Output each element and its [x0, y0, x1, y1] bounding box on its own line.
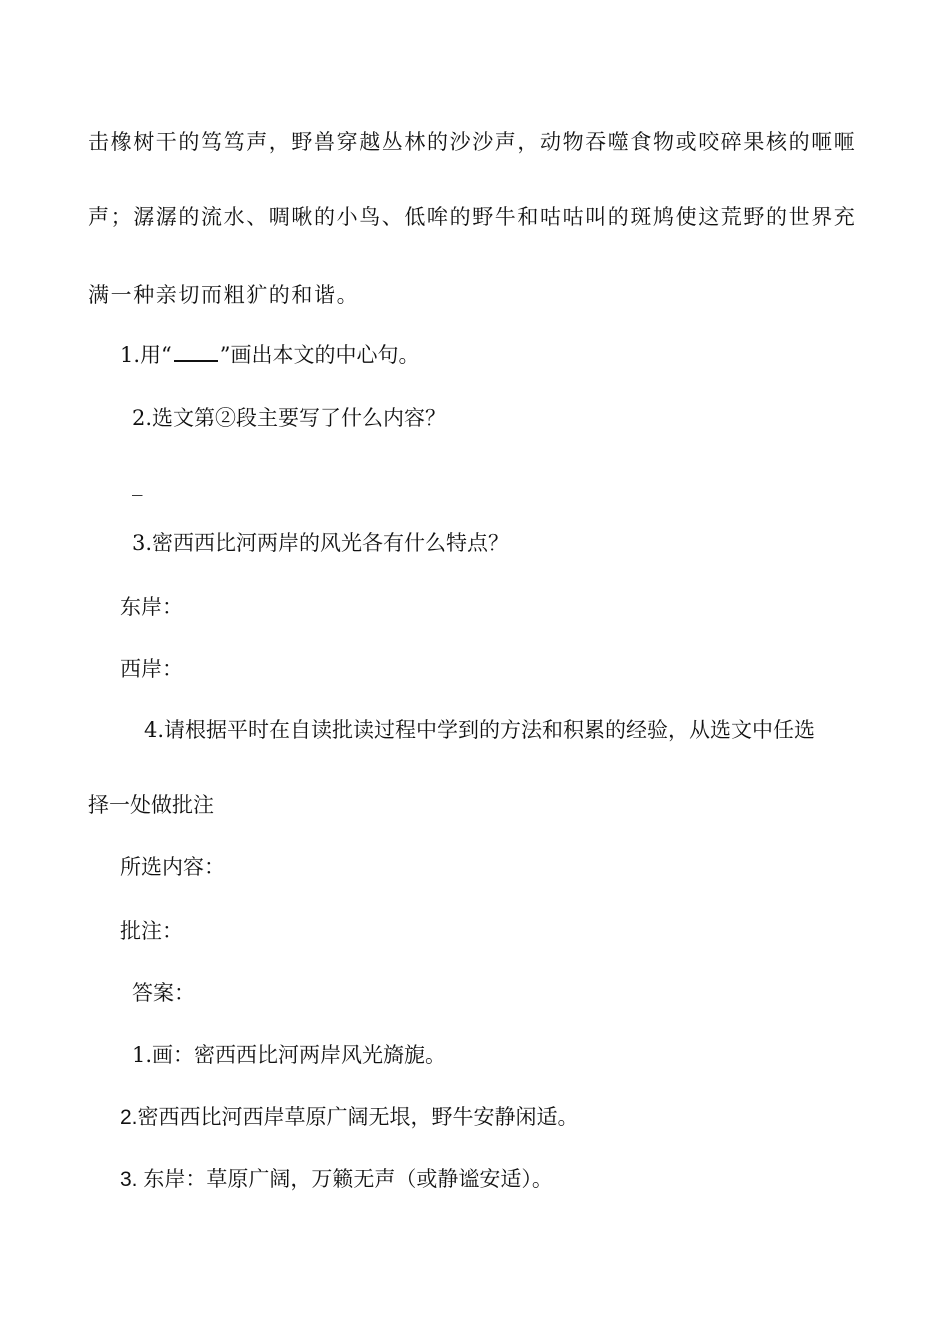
west-bank-label: 西岸： [120, 657, 183, 681]
passage-line-3: 满一种亲切而粗犷的和谐。 [88, 283, 360, 307]
answer-3: 3. 东岸：草原广阔，万籁无声（或静谧安适）。 [120, 1168, 553, 1191]
answer-1: 1.画：密西西比河两岸风光旖旎。 [132, 1043, 447, 1067]
selected-content-label: 所选内容： [120, 855, 225, 879]
question-4-line-2: 择一处做批注 [88, 793, 214, 817]
question-1 [120, 341, 420, 369]
question-1-prefix: 1.用“ [120, 343, 172, 367]
question-2-answer-blank: _ [132, 472, 143, 496]
passage-line-2: 声；潺潺的流水、啁啾的小鸟、低哞的野牛和咕咕叫的斑鸠使这荒野的世界充 [88, 205, 857, 229]
passage-line-1: 击橡树干的笃笃声，野兽穿越丛林的沙沙声，动物吞噬食物或咬碎果核的咂咂 [88, 130, 857, 154]
underline-blank [174, 342, 218, 362]
question-4-line-1: 4.请根据平时在自读批读过程中学到的方法和积累的经验，从选文中任选 [144, 718, 816, 742]
question-1-suffix: ”画出本文的中心句。 [219, 343, 420, 367]
east-bank-label: 东岸： [120, 595, 183, 619]
answer-2: 2.密西西比河西岸草原广阔无垠，野牛安静闲适。 [120, 1106, 579, 1129]
question-3: 3.密西西比河两岸的风光各有什么特点？ [132, 531, 510, 555]
question-2: 2.选文第②段主要写了什么内容？ [132, 406, 447, 430]
annotation-label: 批注： [120, 919, 183, 943]
answers-heading: 答案： [132, 981, 195, 1005]
